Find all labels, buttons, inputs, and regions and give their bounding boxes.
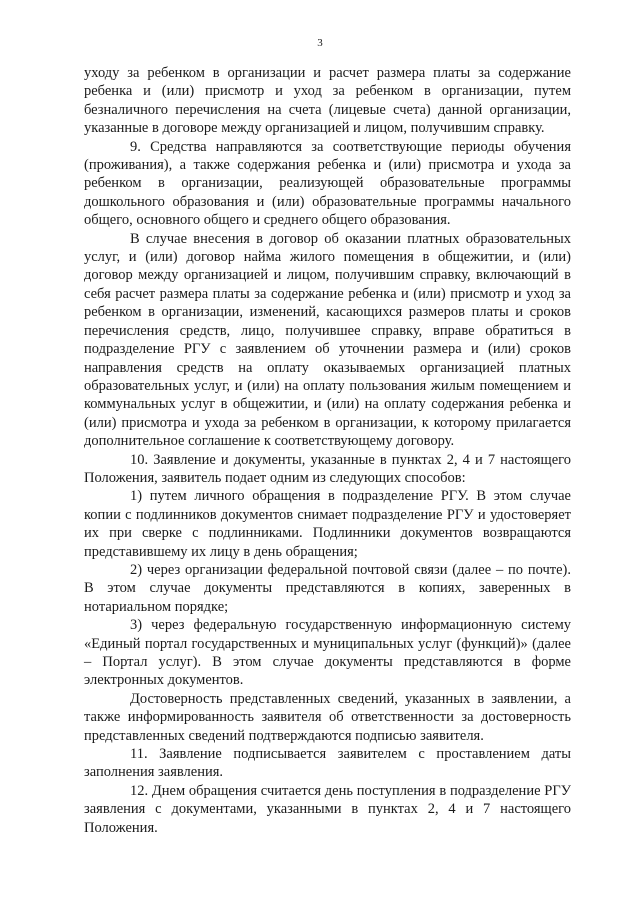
paragraph-item-12: 12. Днем обращения считается день поступления в подразделение РГУ заявления с документами, указанными в пунктах 2, 4 и 7 настоящего Положения.: [84, 782, 571, 836]
page-number: 3: [317, 37, 323, 49]
paragraph-item-11: 11. Заявление подписывается заявителем с проставлением даты заполнения заявления.: [84, 746, 571, 781]
paragraph-contract-changes: В случае внесения в договор об оказании платных образовательных услуг, и (или) договор найма жилого помещения в общежитии, и (или) договор между организацией и лицом, получившим справку, включающий в себя расчет размера платы за содержание ребенка и (или) присмотр и уход за ребенком в организации, изменений, касающихся размеров платы и сроков перечисления средств, лицо, получившее справку, вправе обратиться в подразделение РГУ с заявлением об уточнении размера и (или) сроков направления средств на оплату оказываемых организацией платных образовательных услуг, и (или) на оплату пользования жилым помещением и коммунальных услуг в общежитии, и (или) на оплату содержания ребенка и (или) присмотра и ухода за ребенком в организации, к которому прилагается дополнительное соглашение к соответствующему договору.: [84, 230, 571, 450]
paragraph-method-2: 2) через организации федеральной почтовой связи (далее – по почте). В этом случае документы представляются в копиях, заверенных в нотариальном порядке;: [84, 561, 571, 615]
document-body: [84, 64, 571, 837]
paragraph-method-1: 1) путем личного обращения в подразделение РГУ. В этом случае копии с подлинников документов снимает подразделение РГУ и удостоверяет их при сверке с подлинниками. Подлинники документов возвращаются представившему их лицу в день обращения;: [84, 488, 571, 560]
paragraph-method-3: 3) через федеральную государственную информационную систему «Единый портал государственных и муниципальных услуг (функций)» (далее – Портал услуг). В этом случае документы представляются в форме электронных документов.: [84, 617, 571, 689]
paragraph-item-9: 9. Средства направляются за соответствующие периоды обучения (проживания), а также содержания ребенка и (или) присмотра и ухода за ребенком в организации, реализующей образовательные программы дошкольного образования и (или) образовательные программы начального общего, основного общего и среднего общего образования.: [84, 138, 571, 229]
paragraph-continuation: уходу за ребенком в организации и расчет размера платы за содержание ребенка и (или) присмотр и уход за ребенком в организации, путем безналичного перечисления на счета (лицевые счета) данной организации, указанные в договоре между организацией и лицом, получившим справку.: [84, 65, 571, 137]
paragraph-reliability: Достоверность представленных сведений, указанных в заявлении, а также информированность заявителя об ответственности за достоверность представленных сведений подтверждаются подписью заявителя.: [84, 690, 571, 744]
paragraph-item-10: 10. Заявление и документы, указанные в пунктах 2, 4 и 7 настоящего Положения, заявитель подает одним из следующих способов:: [84, 451, 571, 486]
